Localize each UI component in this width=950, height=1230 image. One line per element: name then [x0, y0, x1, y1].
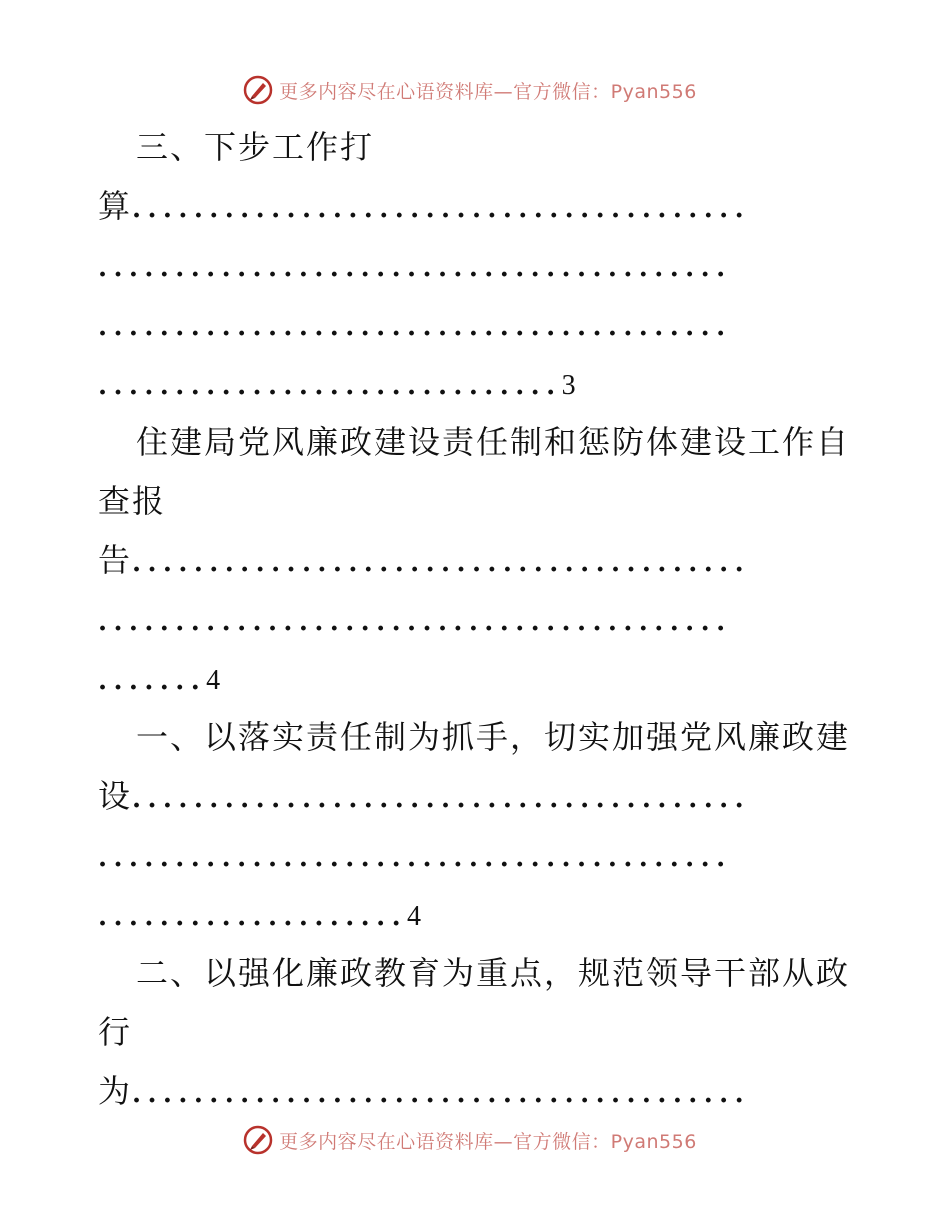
dot-leader: ........................................: [132, 784, 751, 814]
dot-leader: .........................................: [98, 312, 732, 342]
toc-item-leader-line: [98, 531, 850, 590]
header-banner: [0, 70, 950, 110]
dot-leader: ....................: [98, 902, 408, 932]
dot-leader: .........................................: [98, 253, 732, 283]
toc-item-leader-line: [98, 236, 850, 295]
toc-item-title-end: 算: [98, 187, 133, 225]
dot-leader: .......: [98, 666, 207, 696]
toc-page-number: 4: [407, 901, 424, 932]
dot-leader: .........................................: [98, 843, 732, 873]
header-banner-text: 更多内容尽在心语资料库—官方微信：Pyan556: [279, 80, 697, 103]
toc-item-title-end: 设: [98, 777, 133, 815]
dot-leader: ........................................: [132, 1079, 751, 1109]
toc-item-title: 三、下步工作打: [136, 128, 375, 166]
toc-item-title: 二、以强化廉政教育为重点，规范领导干部从政: [136, 954, 850, 992]
toc-page-number: 3: [561, 370, 578, 401]
toc-item-leader-line: [98, 649, 850, 708]
pen-seal-logo-icon: [243, 1125, 273, 1155]
toc-item-title: 住建局党风廉政建设责任制和惩防体建设工作自: [136, 423, 850, 461]
toc-item-title-end: 告: [98, 541, 133, 579]
toc-item-title-continued: 行: [98, 1013, 133, 1051]
toc-item-title: 一、以落实责任制为抓手，切实加强党风廉政建: [136, 718, 850, 756]
toc-item-leader-line: [98, 295, 850, 354]
footer-banner: [0, 1120, 950, 1160]
footer-banner-text: 更多内容尽在心语资料库—官方微信：Pyan556: [279, 1130, 697, 1153]
dot-leader: .........................................: [98, 607, 732, 637]
toc-item-leader-line: [98, 767, 850, 826]
dot-leader: ........................................: [132, 548, 751, 578]
toc-item-title-continued: 查报: [98, 482, 167, 520]
toc-item-leader-line: [98, 826, 850, 885]
toc-item-leader-line: [98, 885, 850, 944]
table-of-contents: [98, 118, 850, 1121]
toc-item-title-end: 为: [98, 1072, 133, 1110]
toc-item-leader-line: [98, 1062, 850, 1121]
toc-page-number: 4: [206, 665, 223, 696]
pen-seal-logo-icon: [243, 75, 273, 105]
toc-item-leader-line: [98, 590, 850, 649]
toc-item-leader-line: [98, 177, 850, 236]
dot-leader: ........................................: [132, 194, 751, 224]
footer-banner-content: [243, 1125, 697, 1155]
toc-item-leader-line: [98, 354, 850, 413]
dot-leader: ..............................: [98, 371, 562, 401]
header-banner-content: [243, 75, 697, 105]
